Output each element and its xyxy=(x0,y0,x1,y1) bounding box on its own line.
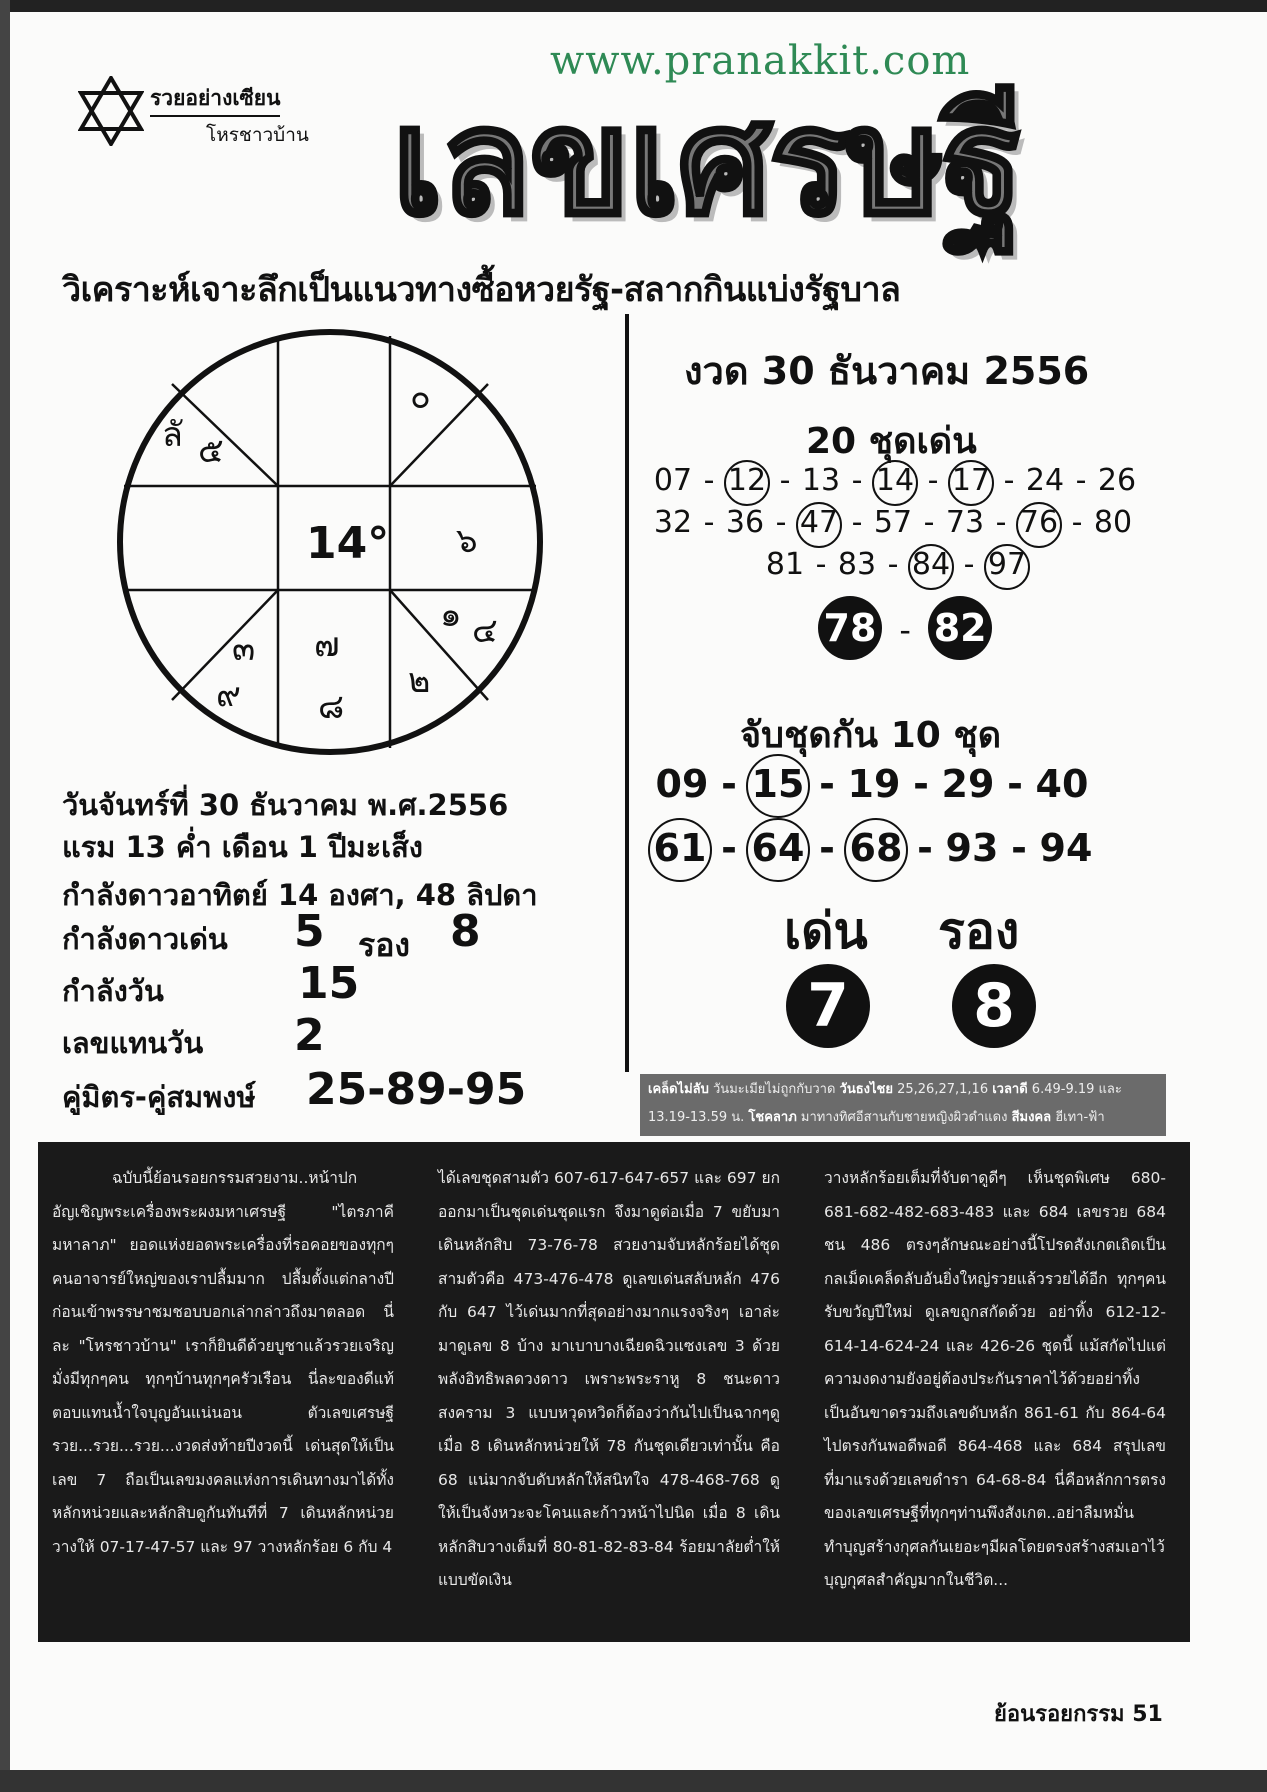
number-separator: - xyxy=(721,762,737,806)
number: 13 xyxy=(801,463,841,498)
wheel-house-br-b: ๔ xyxy=(472,611,498,651)
wheel-center-degree: 14° xyxy=(306,518,390,569)
black-number-2: 82 xyxy=(928,596,992,660)
number-separator: - xyxy=(819,762,835,806)
wheel-house-bl-b: ๙ xyxy=(216,675,241,715)
info-replace-row: เลขแทนวัน 2 xyxy=(62,1010,325,1061)
wheel-house-br-c: ๒ xyxy=(408,661,431,701)
circled-number: 12 xyxy=(724,460,770,506)
wheel-house-left-top-b: ๕ xyxy=(198,431,224,471)
article-column-3: วางหลักร้อยเต็มที่จับตาดูดีๆ เห็นชุดพิเศษ 680-681-682-482-683-483 และ 684 เลขรวย 684 ชน 486 ตรงๆลักษณะอย่างนี้โปรดสังเกตเถิดเป็นกลเม็ดเคล็ดลับอันยิ่งใหญ่รวยแล้วรวยได้อีก ทุกๆคน รับขวัญปีใหม่ ดูเลขถูกสกัดด้วย อย่าทิ้ง 612-12-614-14-624-24 และ 426-26 ชุดนี้ แม้สกัดไปแต่ความงดงามยังอยู่ต้องประกันราคาไว้ด้วยอย่าทิ้ง เป็นอันขาดรวมถึงเลขดับหลัก 861-61 กับ 864-64 ไปตรงกันพอดีพอดี 864-468 และ 684 สรุปเลขที่มาแรงด้วยเลขดำรา 64-68-84 นี่คือหลักการตรงของเลขเศรษฐีที่ทุกๆท่านพึงสังเกต..อย่าลืมหมั่นทำบุญสร้างกุศลกันเยอะๆมีผลโดยตรงสร้างสมเอาไว้บุญกุศลสำคัญมากในชีวิต... xyxy=(824,1169,1166,1589)
number: 73 xyxy=(945,505,985,540)
number: 83 xyxy=(837,547,877,582)
number-separator: - xyxy=(927,463,939,498)
scan-edge-bottom xyxy=(0,1770,1267,1792)
number-separator: - xyxy=(1075,463,1087,498)
lead-number: 7 xyxy=(786,964,870,1048)
set20-black-row xyxy=(818,596,992,660)
number-separator: - xyxy=(703,505,715,540)
black-number-1: 78 xyxy=(818,596,882,660)
number: 93 xyxy=(945,826,999,870)
circled-number: 17 xyxy=(948,460,994,506)
brand-line1: รวยอย่างเซียน xyxy=(150,82,280,117)
lead-label: เด่น xyxy=(784,902,868,960)
number-separator: - xyxy=(917,826,933,870)
star-main-value: 5 xyxy=(294,906,325,957)
number-separator: - xyxy=(1003,463,1015,498)
number-separator: - xyxy=(775,505,787,540)
column-divider xyxy=(625,314,629,1072)
number: 36 xyxy=(725,505,765,540)
wheel-house-br-a: ๑ xyxy=(440,595,462,635)
star-second-value: 8 xyxy=(450,906,481,957)
number: 94 xyxy=(1039,826,1093,870)
set10-row xyxy=(648,818,1096,882)
info-star-row: กำลังดาวเด่น 5 รอง 8 xyxy=(62,916,522,968)
set20-row xyxy=(652,502,1134,548)
page-number: 51 xyxy=(1132,1702,1163,1727)
number-separator: - xyxy=(851,505,863,540)
website-watermark[interactable]: www.pranakkit.com xyxy=(550,38,971,84)
pair-value: 25-89-95 xyxy=(306,1064,527,1115)
number-separator: - xyxy=(995,505,1007,540)
number: 32 xyxy=(653,505,693,540)
article-block xyxy=(38,1142,1190,1642)
number: 40 xyxy=(1035,762,1089,806)
number: 19 xyxy=(847,762,901,806)
article-column-2: ได้เลขชุดสามตัว 607-617-647-657 และ 697 ยกออกมาเป็นชุดเด่นชุดแรก จึงมาดูต่อเมื่อ 7 ขยับมาเดินหลักสิบ 73-76-78 สวยงามจับหลักร้อยได้ชุดสามตัวคือ 473-476-478 ดูเลขเด่นสลับหลัก 476 กับ 647 ไว้เด่นมากที่สุดอย่างมากแรงจริงๆ เอาล่ะมาดูเลข 8 บ้าง มาเบาบางเฉียดฉิวแซงเลข 3 ด้วยพลังอิทธิพลดวงดาว เพราะพระราหู 8 ชนะดาวสงคราม 3 แบบหวุดหวิดก็ต้องว่ากันไปเป็นฉากๆดูเมื่อ 8 เดินหลักหน่วยให้ 78 กันชุดเดียวเท่านั้น คือ 68 แน่มากจับดับหลักให้สนิทใจ 478-468-768 ดูให้เป็นจังหวะจะโคนและก้าวหน้าไปนิด เมื่อ 8 เดินหลักสิบวางเต็มที่ 80-81-82-83-84 ร้อยมาลัยต่ำให้แบบขัดเงิน xyxy=(438,1169,780,1589)
number: 80 xyxy=(1093,505,1133,540)
circled-number: 64 xyxy=(746,818,810,882)
star-second-label: รอง xyxy=(358,926,411,964)
brand-line2: โหรชาวบ้าน xyxy=(206,124,309,146)
number: 09 xyxy=(655,762,709,806)
set20-heading: 20 ชุดเด่น xyxy=(806,421,977,462)
number: 26 xyxy=(1097,463,1137,498)
wheel-house-right: ๖ xyxy=(456,521,478,561)
footer-label: ย้อนรอยกรรม xyxy=(994,1702,1125,1727)
wheel-house-bl-a: ๓ xyxy=(232,629,256,669)
number: 24 xyxy=(1025,463,1065,498)
circled-number: 14 xyxy=(872,460,918,506)
number-separator: - xyxy=(913,762,929,806)
info-pair-row: คู่มิตร-คู่สมพงษ์ 25-89-95 xyxy=(62,1064,527,1115)
number-separator: - xyxy=(1007,762,1023,806)
number: 29 xyxy=(941,762,995,806)
page-footer xyxy=(994,1696,1163,1731)
set10-row xyxy=(652,754,1092,818)
set20-row xyxy=(764,544,1030,590)
info-lunar: แรม 13 ค่ำ เดือน 1 ปีมะเส็ง xyxy=(62,830,423,864)
number-separator: - xyxy=(1011,826,1027,870)
draw-heading: งวด 30 ธันวาคม 2556 xyxy=(684,349,1090,393)
star-of-david-icon xyxy=(78,76,144,146)
wheel-house-top-right: ๐ xyxy=(410,377,431,417)
wheel-house-bm-b: ๘ xyxy=(318,687,345,727)
subheading: วิเคราะห์เจาะลึกเป็นแนวทางซื้อหวยรัฐ-สลากกินแบ่งรัฐบาล xyxy=(62,270,901,310)
masthead-title: เลขเศรษฐี xyxy=(392,76,1022,248)
second-number: 8 xyxy=(952,964,1036,1048)
circled-number: 61 xyxy=(648,818,712,882)
number-separator: - xyxy=(1071,505,1083,540)
second-label: รอง xyxy=(938,902,1020,960)
number: 81 xyxy=(765,547,805,582)
wheel-house-left-top-a: ลั xyxy=(162,415,183,455)
circled-number: 84 xyxy=(908,544,954,590)
replace-value: 2 xyxy=(294,1010,325,1061)
number-separator: - xyxy=(923,505,935,540)
info-sun-strength: กำลังดาวอาทิตย์ 14 องศา, 48 ลิปดา xyxy=(62,878,538,912)
info-day-row: กำลังวัน 15 xyxy=(62,958,360,1009)
wheel-house-bm-a: ๗ xyxy=(314,625,340,665)
circled-number: 76 xyxy=(1016,502,1062,548)
number-separator: - xyxy=(703,463,715,498)
number: 57 xyxy=(873,505,913,540)
article-column-1: ฉบับนี้ย้อนรอยกรรมสวยงาม..หน้าปกอัญเชิญพระเครื่องพระผงมหาเศรษฐี "ไตรภาคีมหาลาภ" ยอดแห่งยอดพระเครื่องที่รอคอยของทุกๆคนอาจารย์ใหญ่ของเราปลื้มมาก ปลื้มตั้งแต่กลางปีก่อนเข้าพรรษาชมชอบบอกเล่ากล่าวถึงมาตลอด นี่ละ "โหรชาวบ้าน" เราก็ยินดีด้วยบูชาแล้วรวยเจริญมั่งมีทุกๆคน ทุกๆบ้านทุกๆครัวเรือน นี่ละของดีแท้ตอบแทนน้ำใจบุญอันแน่นอน ตัวเลขเศรษฐี รวย...รวย...รวย...งวดส่งท้ายปีงวดนี้ เด่นสุดให้เป็นเลข 7 ถือเป็นเลขมงคลแห่งการเดินทางมาได้ทั้งหลักหน่วยและหลักสิบดูกันทันทีที่ 7 เดินหลักหน่วยวางให้ 07-17-47-57 และ 97 วางหลักร้อย 6 กับ 4 xyxy=(52,1169,394,1556)
info-date: วันจันทร์ที่ 30 ธันวาคม พ.ศ.2556 xyxy=(62,788,509,822)
scan-edge-left xyxy=(0,0,10,1792)
circled-number: 15 xyxy=(746,754,810,818)
number: 07 xyxy=(653,463,693,498)
tip-box: เคล็ดไม่ลับ วันมะเมียไม่ถูกกับวาด วันธงไชย 25,26,27,1,16 เวลาดี 6.49-9.19 และ 13.19-13.59 น. โชคลาภ มาทางทิศอีสานกับชายหญิงผิวดำแดง สีมงคล ฮีเทา-ฟ้า xyxy=(640,1074,1166,1136)
number-separator: - xyxy=(963,547,975,582)
number-separator: - xyxy=(887,547,899,582)
set10-heading: จับชุดกัน 10 ชุด xyxy=(740,715,1002,756)
number-separator: - xyxy=(815,547,827,582)
number-separator: - xyxy=(779,463,791,498)
circled-number: 47 xyxy=(796,502,842,548)
number-separator: - xyxy=(721,826,737,870)
circled-number: 97 xyxy=(984,544,1030,590)
number-separator: - xyxy=(851,463,863,498)
number-separator: - xyxy=(819,826,835,870)
scan-edge-top xyxy=(0,0,1267,12)
set20-row xyxy=(652,460,1138,506)
brand-logo xyxy=(78,76,338,156)
day-value: 15 xyxy=(298,958,360,1009)
circled-number: 68 xyxy=(844,818,908,882)
black-sep: - xyxy=(899,611,911,649)
astrology-wheel xyxy=(110,322,550,762)
